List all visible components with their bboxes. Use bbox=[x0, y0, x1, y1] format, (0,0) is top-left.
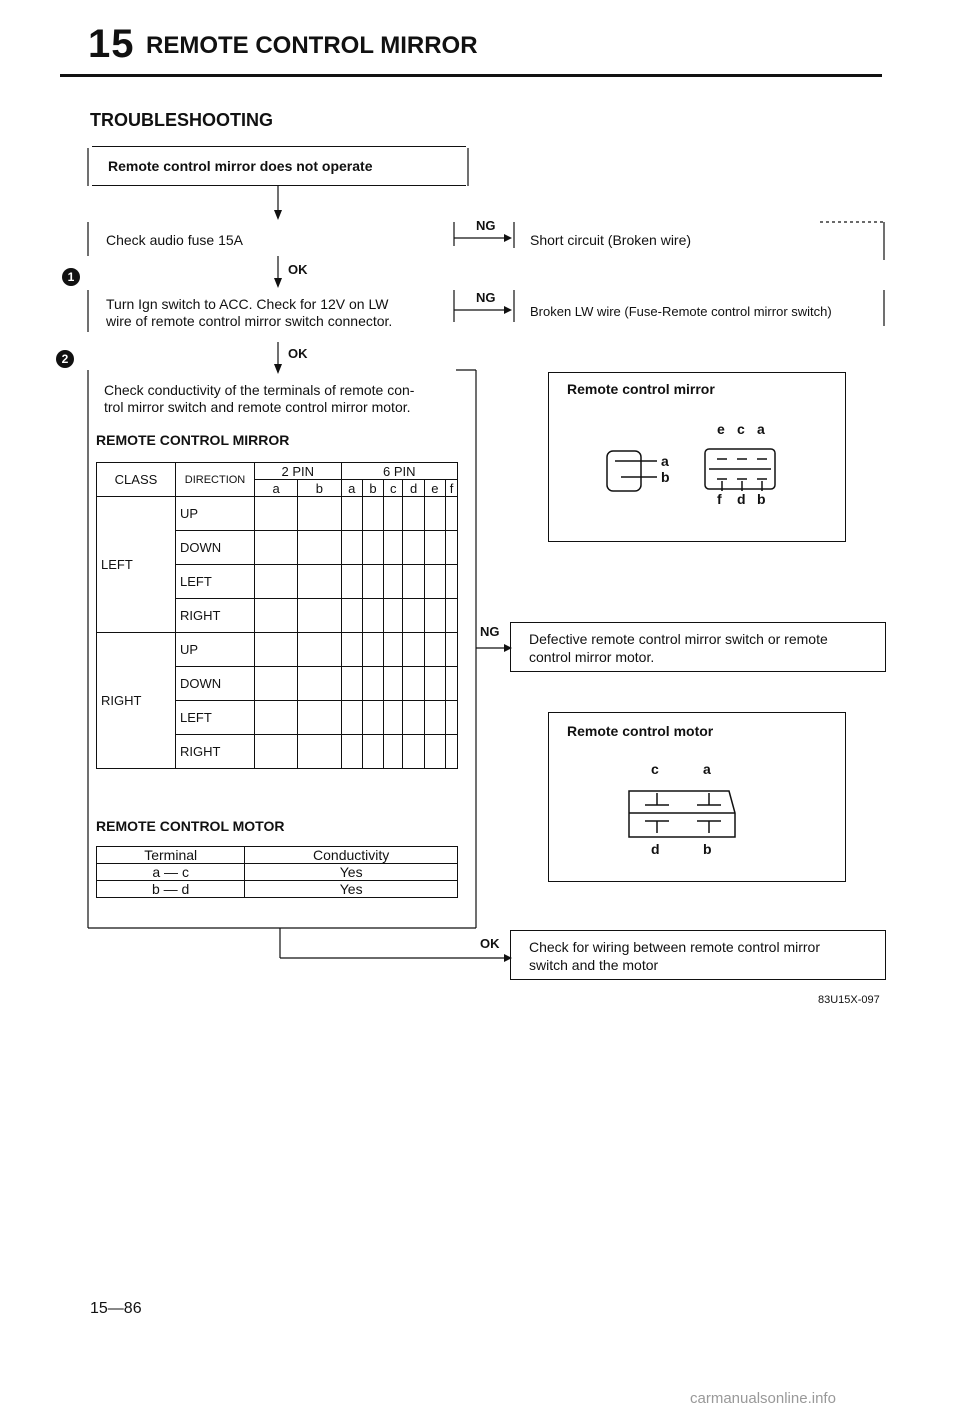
terminal-cell: b — d bbox=[97, 881, 245, 898]
motor-pin-label: b bbox=[703, 841, 712, 857]
ng-result-ign: Broken LW wire (Fuse-Remote control mirror switch) bbox=[530, 304, 832, 319]
conductivity-cell: Yes bbox=[245, 881, 458, 898]
direction-cell: UP bbox=[176, 497, 255, 531]
symptom-box bbox=[92, 146, 466, 186]
direction-cell: DOWN bbox=[176, 667, 255, 701]
chapter-number: 15 bbox=[88, 22, 135, 66]
step-ign-line2: wire of remote control mirror switch connector. bbox=[106, 313, 393, 329]
direction-cell: LEFT bbox=[176, 701, 255, 735]
motor-connector-box bbox=[548, 712, 846, 882]
mirror-pin-label: b bbox=[757, 491, 766, 507]
motor-pin-label: d bbox=[651, 841, 660, 857]
step-conductivity-line1: Check conductivity of the terminals of remote con- bbox=[104, 382, 415, 398]
ng-result-line1: Defective remote control mirror switch or remote bbox=[529, 631, 828, 647]
ng-label-conductivity: NG bbox=[480, 624, 500, 639]
mirror-pin-label: d bbox=[737, 491, 746, 507]
header-terminal: Terminal bbox=[97, 847, 245, 864]
pin-header: c bbox=[384, 480, 403, 497]
mirror-connector-box bbox=[548, 372, 846, 542]
step-fuse-check: Check audio fuse 15A bbox=[106, 232, 243, 248]
ok-result-box bbox=[510, 930, 886, 980]
pin-header: b bbox=[298, 480, 341, 497]
ng-label-ign: NG bbox=[476, 290, 496, 305]
symptom-text: Remote control mirror does not operate bbox=[108, 158, 373, 174]
motor-pin-label: c bbox=[651, 761, 659, 777]
ng-result-fuse: Short circuit (Broken wire) bbox=[530, 232, 692, 248]
mirror-pin-label: a bbox=[757, 421, 765, 437]
terminal-cell: a — c bbox=[97, 864, 245, 881]
direction-cell: RIGHT bbox=[176, 599, 255, 633]
mirror-pin-label: e bbox=[717, 421, 725, 437]
ok-label-conductivity: OK bbox=[480, 936, 500, 951]
mirror-pin-label: c bbox=[737, 421, 745, 437]
ok-label-ign: OK bbox=[288, 346, 308, 361]
figure-code: 83U15X-097 bbox=[818, 994, 880, 1006]
pin-header: f bbox=[446, 480, 458, 497]
motor-pin-label: a bbox=[703, 761, 711, 777]
pin-header: b bbox=[362, 480, 383, 497]
ng-label-fuse: NG bbox=[476, 218, 496, 233]
ok-label-fuse: OK bbox=[288, 262, 308, 277]
mirror-pin-label: b bbox=[661, 469, 670, 485]
step-badge-1: 1 bbox=[62, 268, 80, 286]
ng-result-line2: control mirror motor. bbox=[529, 649, 655, 665]
motor-table-title: REMOTE CONTROL MOTOR bbox=[96, 818, 285, 834]
motor-table bbox=[96, 846, 458, 898]
direction-cell: DOWN bbox=[176, 531, 255, 565]
section-title: TROUBLESHOOTING bbox=[90, 110, 273, 130]
group-2pin: 2 PIN bbox=[255, 463, 342, 480]
direction-cell: LEFT bbox=[176, 565, 255, 599]
group-6pin: 6 PIN bbox=[341, 463, 457, 480]
mirror-table-title: REMOTE CONTROL MIRROR bbox=[96, 432, 290, 448]
direction-cell: RIGHT bbox=[176, 735, 255, 769]
direction-cell: UP bbox=[176, 633, 255, 667]
pin-header: a bbox=[341, 480, 362, 497]
ok-result-line2: switch and the motor bbox=[529, 957, 659, 973]
mirror-switch-table bbox=[96, 462, 458, 769]
pin-header: a bbox=[255, 480, 298, 497]
step-badge-2: 2 bbox=[56, 350, 74, 368]
step-ign-line1: Turn Ign switch to ACC. Check for 12V on LW bbox=[106, 296, 389, 312]
ng-result-box bbox=[510, 622, 886, 672]
ok-result-line1: Check for wiring between remote control mirror bbox=[529, 939, 820, 955]
class-left: LEFT bbox=[97, 497, 176, 633]
mirror-connector-title: Remote control mirror bbox=[567, 381, 715, 397]
pin-header: e bbox=[424, 480, 445, 497]
page-number: 15—86 bbox=[90, 1300, 142, 1317]
mirror-pin-label: a bbox=[661, 453, 669, 469]
watermark: carmanualsonline.info bbox=[690, 1390, 836, 1407]
pin-header: d bbox=[403, 480, 424, 497]
motor-connector-diagram bbox=[549, 713, 845, 881]
mirror-pin-label: f bbox=[717, 491, 722, 507]
motor-connector-title: Remote control motor bbox=[567, 723, 714, 739]
col-class: CLASS bbox=[97, 463, 176, 497]
conductivity-cell: Yes bbox=[245, 864, 458, 881]
col-direction: DIRECTION bbox=[176, 463, 255, 497]
class-right: RIGHT bbox=[97, 633, 176, 769]
mirror-connector-diagram bbox=[549, 373, 845, 541]
chapter-title: REMOTE CONTROL MIRROR bbox=[146, 32, 478, 59]
header-conductivity: Conductivity bbox=[245, 847, 458, 864]
step-conductivity-line2: trol mirror switch and remote control mirror motor. bbox=[104, 399, 411, 415]
